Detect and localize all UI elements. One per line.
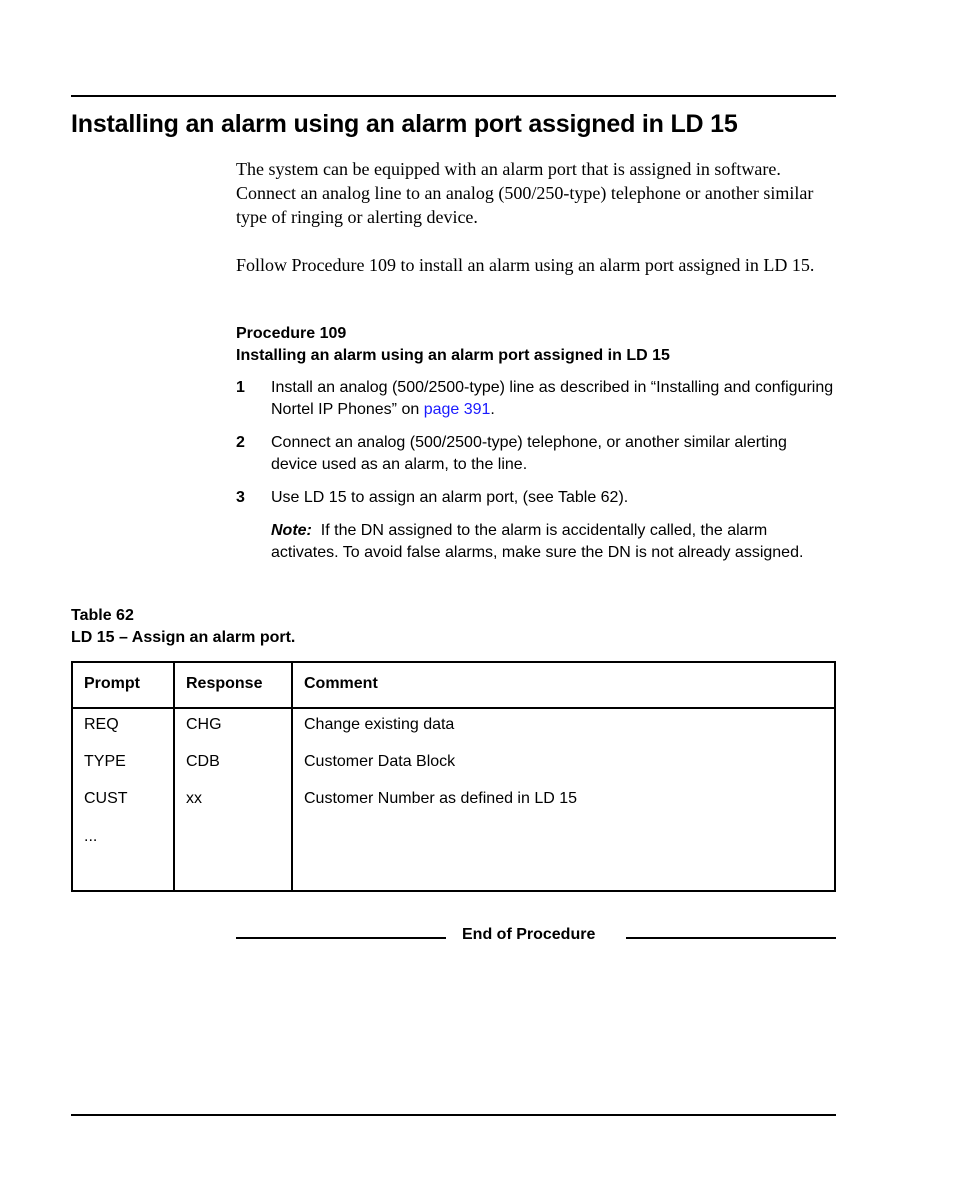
section-heading: Installing an alarm using an alarm port assigned in LD 15 (71, 110, 738, 138)
table-cell: Change existing data (304, 716, 455, 733)
table-cell: Customer Number as defined in LD 15 (304, 790, 578, 807)
procedure-title: Installing an alarm using an alarm port assigned in LD 15 (236, 347, 670, 364)
table-title: LD 15 – Assign an alarm port. (71, 629, 296, 646)
page-link[interactable]: page 391 (423, 401, 491, 418)
step-text: Use LD 15 to assign an alarm port, (see Table 62). (271, 489, 629, 506)
top-rule (71, 95, 836, 97)
bottom-rule (71, 1114, 836, 1116)
header-divider (73, 707, 834, 709)
column-divider (173, 663, 175, 890)
note (271, 520, 831, 564)
column-divider (291, 663, 293, 890)
header-comment: Comment (304, 675, 378, 692)
table-cell: xx (186, 790, 202, 807)
step-text-before: Install an analog (500/2500-type) line as described in “Installing and configuring Nortel IP Phones” on (271, 379, 834, 418)
step-number: 3 (236, 489, 245, 506)
table-caption (71, 605, 295, 649)
intro-paragraph: The system can be equipped with an alarm port that is assigned in software. Connect an analog line to an analog (500/250-type) telephone or another similar type of ringing or alerting device. (236, 159, 814, 227)
step-text: Connect an analog (500/2500-type) telephone, or another similar alerting device used as an alarm, to the line. (271, 434, 787, 473)
table-cell: CHG (186, 716, 222, 733)
table-cell: REQ (84, 716, 119, 733)
follow-paragraph: Follow Procedure 109 to install an alarm using an alarm port assigned in LD 15. (236, 255, 815, 275)
table-cell: CUST (84, 790, 128, 807)
procedure-heading (236, 323, 670, 367)
table-cell: CDB (186, 753, 220, 770)
table-cell: ... (84, 828, 98, 845)
step-number: 1 (236, 379, 245, 396)
header-prompt: Prompt (84, 675, 140, 692)
step-text-after: . (490, 401, 495, 418)
prompt-table (71, 661, 836, 892)
end-label: End of Procedure (462, 926, 596, 943)
end-rule-right (626, 937, 836, 939)
header-response: Response (186, 675, 263, 692)
table-number: Table 62 (71, 607, 134, 624)
end-rule-left (236, 937, 446, 939)
table-cell: TYPE (84, 753, 126, 770)
step-text (271, 377, 837, 421)
step-number: 2 (236, 434, 245, 451)
note-label: Note: (271, 522, 312, 539)
table-cell: Customer Data Block (304, 753, 456, 770)
note-text: If the DN assigned to the alarm is accidentally called, the alarm activates. To avoid false alarms, make sure the DN is not already assigned. (271, 522, 804, 561)
procedure-number: Procedure 109 (236, 325, 347, 342)
end-of-procedure (236, 926, 836, 948)
